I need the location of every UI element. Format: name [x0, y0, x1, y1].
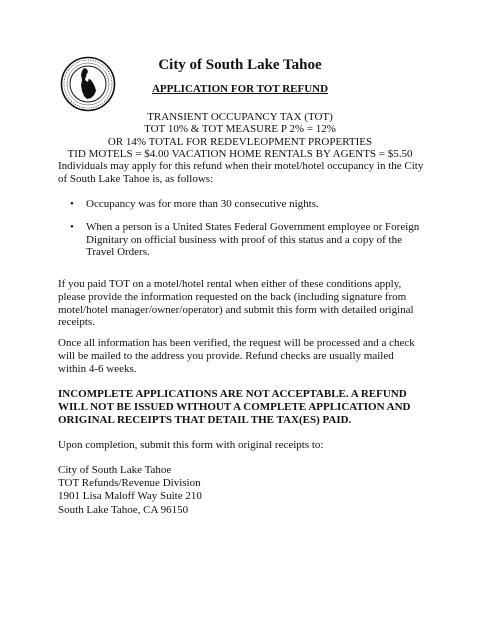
conditions-list — [58, 198, 424, 269]
condition-text: When a person is a United States Federal Government employee or Foreign Dignitary on official business with proof of this status and a copy of the Travel Orders. — [86, 220, 420, 259]
processing-paragraph: Once all information has been verified, the request will be processed and a check will be mailed to the address you provide. Refund checks are usually mailed within 4-6 weeks. — [58, 337, 415, 375]
warning-paragraph: INCOMPLETE APPLICATIONS ARE NOT ACCEPTABLE. A REFUND WILL NOT BE ISSUED WITHOUT A COMPLETE APPLICATION AND ORIGINAL RECEIPTS THAT DETAIL THE TAX(ES) PAID. — [58, 388, 411, 426]
list-item — [58, 221, 424, 259]
address-line: 1901 Lisa Maloff Way Suite 210 — [58, 490, 202, 503]
address-line: South Lake Tahoe, CA 96150 — [58, 503, 189, 516]
tax-line: TOT 10% & TOT MEASURE P 2% = 12% — [144, 123, 336, 136]
bullet-icon: • — [70, 198, 74, 210]
tax-line: TRANSIENT OCCUPANCY TAX (TOT) — [147, 111, 333, 123]
bullet-icon: • — [70, 220, 74, 233]
condition-text: Occupancy was for more than 30 consecutive nights. — [86, 198, 319, 210]
list-item — [58, 198, 424, 211]
tax-rate-block — [30, 111, 450, 161]
city-name: City of South Lake Tahoe — [158, 57, 322, 73]
address-line: TOT Refunds/Revenue Division — [58, 477, 201, 490]
instructions-paragraph: If you paid TOT on a motel/hotel rental when either of these conditions apply, please provide the information requested on the back (including signature from motel/hotel manager/owner/operator) and submit this form with detailed original receipts. — [58, 278, 414, 329]
submit-instructions: Upon completion, submit this form with original receipts to: — [58, 439, 324, 451]
tax-line: OR 14% TOTAL FOR REDEVLEOPMENT PROPERTIES — [107, 135, 373, 148]
tax-line: TID MOTELS = $4.00 VACATION HOME RENTALS BY AGENTS = $5.50 — [67, 148, 413, 161]
mailing-address — [58, 464, 424, 517]
intro-paragraph: Individuals may apply for this refund when their motel/hotel occupancy in the City of South Lake Tahoe is, as follows: — [58, 160, 424, 185]
address-line: City of South Lake Tahoe — [58, 464, 172, 476]
form-title-text: APPLICATION FOR TOT REFUND — [151, 83, 329, 95]
form-title — [0, 83, 480, 96]
